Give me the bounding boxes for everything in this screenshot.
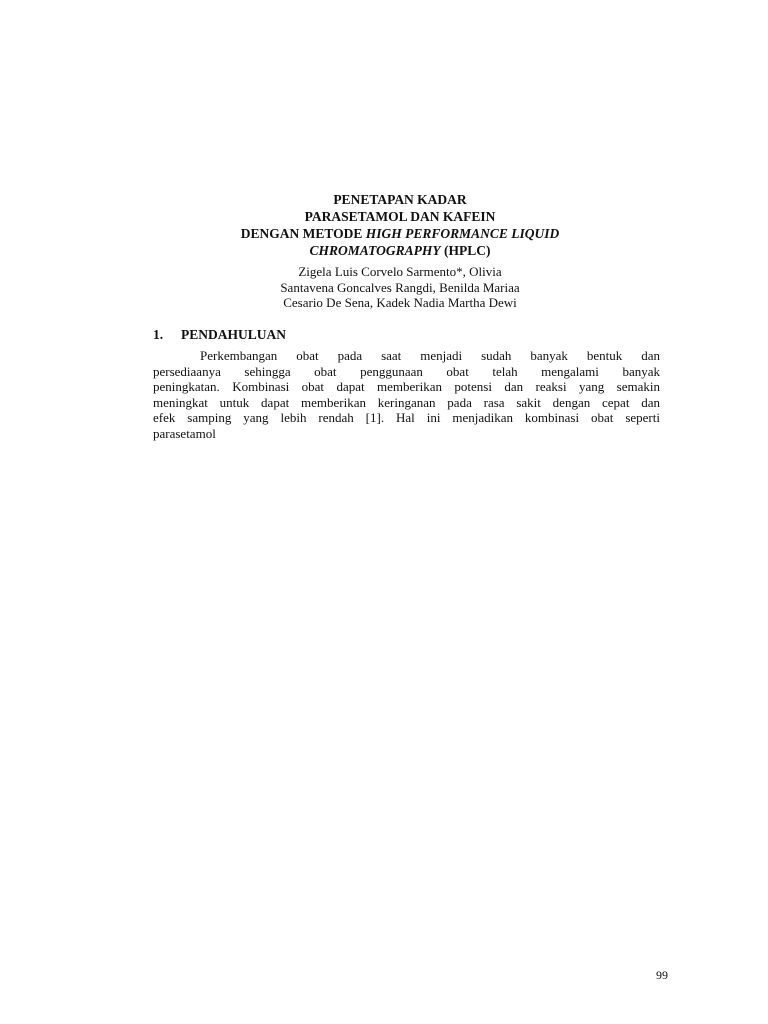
author-list — [150, 264, 650, 311]
title-line-2: PARASETAMOL DAN KAFEIN — [304, 209, 496, 224]
title-line-3-prefix: DENGAN METODE — [240, 226, 366, 241]
author-line: Cesario De Sena, Kadek Nadia Martha Dewi — [283, 295, 517, 310]
title-line-4-italic: CHROMATOGRAPHY — [309, 243, 441, 258]
title-line-4-suffix: (HPLC) — [440, 243, 491, 258]
title-line-3-italic: HIGH PERFORMANCE LIQUID — [365, 226, 560, 241]
page-number: 99 — [656, 968, 668, 982]
title-line-4 — [150, 242, 650, 259]
paragraph-line: peningkatan. Kombinasi obat dapat memberikan potensi dan reaksi yang semakin — [153, 379, 660, 394]
author-line: Zigela Luis Corvelo Sarmento*, Olivia — [298, 264, 502, 279]
paper-title — [150, 191, 650, 259]
section-number: 1. — [153, 327, 164, 342]
paragraph-line: Perkembangan obat pada saat menjadi sudah banyak bentuk dan — [200, 348, 660, 363]
paragraph-line: efek samping yang lebih rendah [1]. Hal ini menjadikan kombinasi obat seperti — [153, 410, 660, 425]
author-line: Santavena Goncalves Rangdi, Benilda Mariaa — [280, 279, 520, 295]
title-line-1: PENETAPAN KADAR — [333, 192, 467, 207]
title-line-3 — [150, 225, 650, 242]
paragraph-line: persediaanya sehingga obat penggunaan obat telah mengalami banyak — [153, 363, 660, 379]
section-heading — [153, 326, 286, 343]
section-title: PENDAHULUAN — [181, 327, 287, 342]
body-paragraph — [153, 348, 660, 441]
paragraph-line: parasetamol — [153, 425, 216, 441]
paragraph-line: meningkat untuk dapat memberikan keringanan pada rasa sakit dengan cepat dan — [153, 394, 660, 410]
